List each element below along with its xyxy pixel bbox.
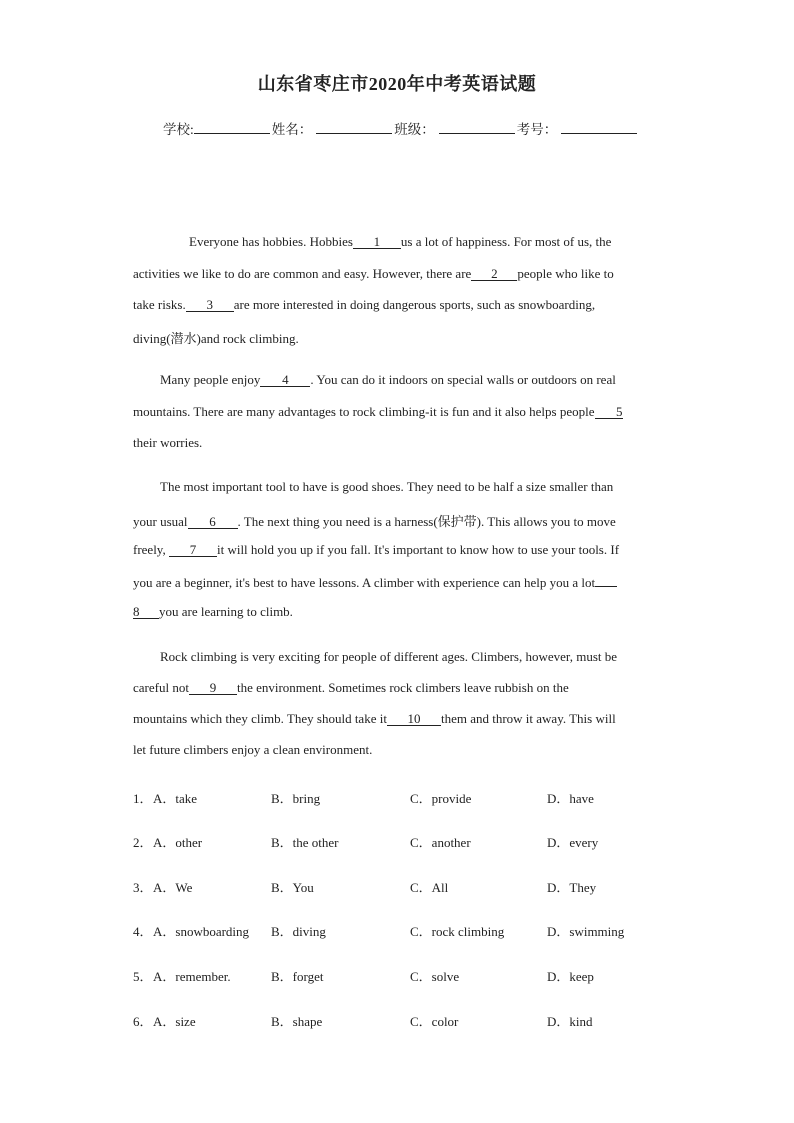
question-number: 2． — [133, 835, 153, 850]
question-number: 6． — [133, 1014, 153, 1029]
option-d[interactable]: D．have — [547, 791, 594, 806]
passage-line: Many people enjoy 4 . You can do it indoors on special walls or outdoors on real — [160, 372, 616, 387]
option-a[interactable]: A．take — [153, 791, 198, 806]
option-d[interactable]: D．kind — [547, 1014, 593, 1029]
name-blank[interactable] — [316, 120, 392, 134]
option-c[interactable]: C．color — [410, 1014, 459, 1029]
option-d[interactable]: D．swimming — [547, 924, 625, 939]
option-d[interactable]: D．every — [547, 835, 599, 850]
passage-line: Rock climbing is very exciting for people of different ages. Climbers, however, must be — [160, 649, 618, 664]
option-c[interactable]: C．another — [410, 835, 471, 850]
blank-9[interactable]: 9 — [189, 681, 237, 695]
option-b[interactable]: B．forget — [271, 969, 324, 984]
option-b[interactable]: B．diving — [271, 924, 326, 939]
number-blank[interactable] — [561, 120, 637, 134]
option-c[interactable]: C．solve — [410, 969, 460, 984]
blank-4[interactable]: 4 — [260, 373, 310, 387]
school-blank[interactable] — [194, 120, 270, 134]
passage-line: careful not 9 the environment. Sometimes rock climbers leave rubbish on the — [133, 680, 569, 695]
question-number: 5． — [133, 969, 153, 984]
question-number: 1． — [133, 791, 153, 806]
passage-line: 8 you are learning to climb. — [133, 604, 293, 619]
passage-line: freely, 7 it will hold you up if you fall. It's important to know how to use your tools. If — [133, 542, 620, 557]
school-label: 学校: — [163, 122, 194, 137]
blank-1[interactable]: 1 — [353, 235, 401, 249]
option-c[interactable]: C．All — [410, 880, 449, 895]
passage-line: you are a beginner, it's best to have lessons. A climber with experience can help you a lot — [133, 573, 617, 591]
passage-line: let future climbers enjoy a clean environment. — [133, 742, 373, 757]
option-c[interactable]: C．provide — [410, 791, 472, 806]
option-a[interactable]: A．other — [153, 835, 203, 850]
blank-5[interactable]: 5 — [595, 405, 623, 419]
passage-line: mountains which they climb. They should take it 10 them and throw it away. This will — [133, 711, 616, 726]
blank-10[interactable]: 10 — [387, 712, 441, 726]
option-d[interactable]: D．They — [547, 880, 597, 895]
option-b[interactable]: B．You — [271, 880, 314, 895]
option-c[interactable]: C．rock climbing — [410, 924, 505, 939]
blank-7[interactable]: 7 — [169, 543, 217, 557]
option-d[interactable]: D．keep — [547, 969, 594, 984]
page-title: 山东省枣庄市2020年中考英语试题 — [257, 74, 537, 94]
class-label: 班级： — [394, 122, 435, 137]
passage-line: your usual 6 . The next thing you need is a harness(保护带). This allows you to move — [133, 514, 616, 529]
passage-line: Everyone has hobbies. Hobbies 1 us a lot of happiness. For most of us, the — [189, 234, 612, 249]
option-b[interactable]: B．the other — [271, 835, 339, 850]
class-blank[interactable] — [439, 120, 515, 134]
option-a[interactable]: A．We — [153, 880, 193, 895]
name-label: 姓名： — [271, 122, 313, 137]
number-label: 考号： — [516, 122, 558, 137]
passage-line: activities we like to do are common and easy. However, there are 2 people who like to — [133, 266, 614, 281]
blank-3[interactable]: 3 — [186, 298, 234, 312]
blank-2[interactable]: 2 — [471, 267, 517, 281]
passage-line: The most important tool to have is good shoes. They need to be half a size smaller than — [160, 479, 614, 494]
blank-8-start[interactable] — [595, 573, 617, 587]
student-info-line — [163, 118, 639, 138]
option-b[interactable]: B．bring — [271, 791, 321, 806]
option-a[interactable]: A．size — [153, 1014, 196, 1029]
passage-line: mountains. There are many advantages to rock climbing-it is fun and it also helps people 5 — [133, 404, 623, 419]
question-number: 3． — [133, 880, 153, 895]
question-number: 4． — [133, 924, 153, 939]
option-a[interactable]: A．remember. — [153, 969, 231, 984]
blank-6[interactable]: 6 — [188, 515, 238, 529]
passage-line: diving(潜水)and rock climbing. — [133, 331, 299, 346]
passage-line: take risks. 3 are more interested in doing dangerous sports, such as snowboarding, — [133, 297, 596, 312]
passage-line: their worries. — [133, 435, 203, 450]
option-b[interactable]: B．shape — [271, 1014, 323, 1029]
option-a[interactable]: A．snowboarding — [153, 924, 250, 939]
blank-8[interactable]: 8 — [133, 605, 159, 619]
